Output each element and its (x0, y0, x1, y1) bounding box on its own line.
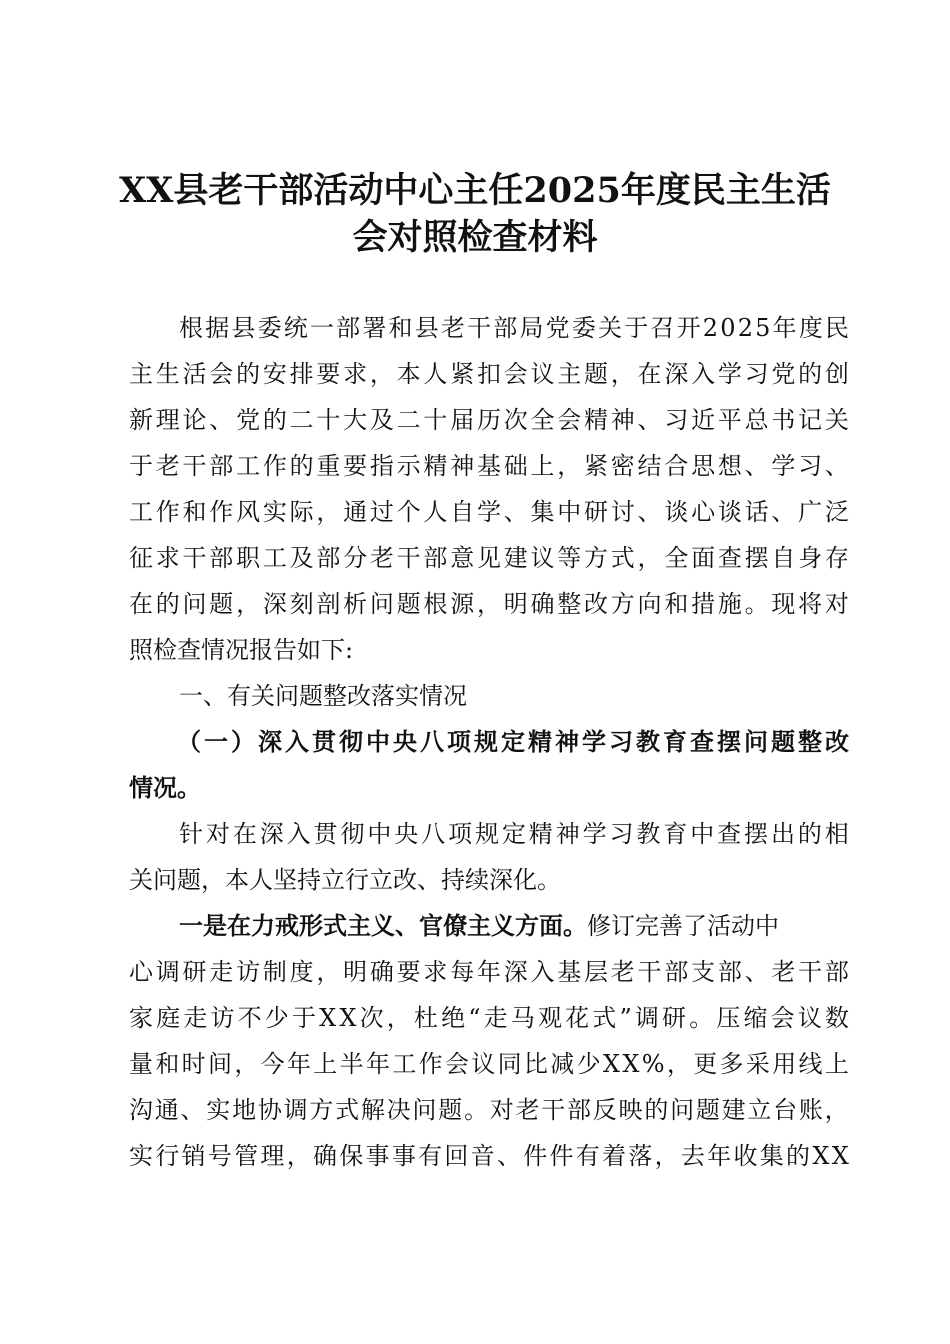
intro-line: 在 的 问 题 ， 深 刻 剖 析 问 题 根 源 ， 明 确 整 改 方 向 和 措 施 。 现 将 对 (129, 590, 849, 618)
section-heading: 一、有关问题整改落实情况 (179, 682, 467, 710)
document-title-line-1: XX县老干部活动中心主任2025年度民主生活 (119, 170, 831, 211)
intro-line: 新 理 论 、 党 的 二 十 大 及 二 十 届 历 次 全 会 精 神 、 习 近 平 总 书 记 关 (129, 406, 849, 434)
intro-line: 于 老 干 部 工 作 的 重 要 指 示 精 神 基 础 上 ， 紧 密 结 合 思 想 、 学 习 、 (129, 452, 849, 480)
subsection-heading-line: （ 一 ） 深 入 贯 彻 中 央 八 项 规 定 精 神 学 习 教 育 查 摆 问 题 整 改 (177, 727, 849, 756)
paragraph-line: 量 和 时 间 ， 今 年 上 半 年 工 作 会 议 同 比 减 少 X X % ， 更 多 采 用 线 上 (129, 1050, 849, 1078)
intro-line: 工 作 和 作 风 实 际 ， 通 过 个 人 自 学 、 集 中 研 讨 、 谈 心 谈 话 、 广 泛 (129, 498, 849, 526)
paragraph-line: 沟 通 、 实 地 协 调 方 式 解 决 问 题 。 对 老 干 部 反 映 的 问 题 建 立 台 账 ， (129, 1096, 849, 1124)
paragraph-lead: 一是在力戒形式主义、官僚主义方面。 (179, 911, 587, 940)
paragraph-line: 家 庭 走 访 不 少 于 X X 次 ， 杜 绝 “ 走 马 观 花 式 ” 调 研 。 压 缩 会 议 数 (129, 1004, 849, 1032)
intro-line: 主 生 活 会 的 安 排 要 求 ， 本 人 紧 扣 会 议 主 题 ， 在 深 入 学 习 党 的 创 (129, 360, 849, 388)
paragraph-line: 针 对 在 深 入 贯 彻 中 央 八 项 规 定 精 神 学 习 教 育 中 查 摆 出 的 相 (179, 820, 849, 848)
intro-line: 根 据 县 委 统 一 部 署 和 县 老 干 部 局 党 委 关 于 召 开 2 0 2 5 年 度 民 (179, 314, 849, 342)
paragraph-lead-rest: 修订完善了活动中 (587, 912, 779, 940)
document-title-line-2: 会对照检查材料 (352, 217, 598, 258)
paragraph-first-line (129, 903, 849, 949)
intro-line: 照检查情况报告如下: (129, 636, 354, 664)
intro-line: 征 求 干 部 职 工 及 部 分 老 干 部 意 见 建 议 等 方 式 ， 全 面 查 摆 自 身 存 (129, 544, 849, 572)
paragraph-line: 实 行 销 号 管 理 ， 确 保 事 事 有 回 音 、 件 件 有 着 落 ， 去 年 收 集 的 X X (129, 1142, 849, 1170)
paragraph-line: 心 调 研 走 访 制 度 ， 明 确 要 求 每 年 深 入 基 层 老 干 部 支 部 、 老 干 部 (129, 958, 849, 986)
subsection-heading-line: 情况。 (129, 773, 201, 802)
paragraph-line: 关问题，本人坚持立行立改、持续深化。 (129, 866, 561, 894)
